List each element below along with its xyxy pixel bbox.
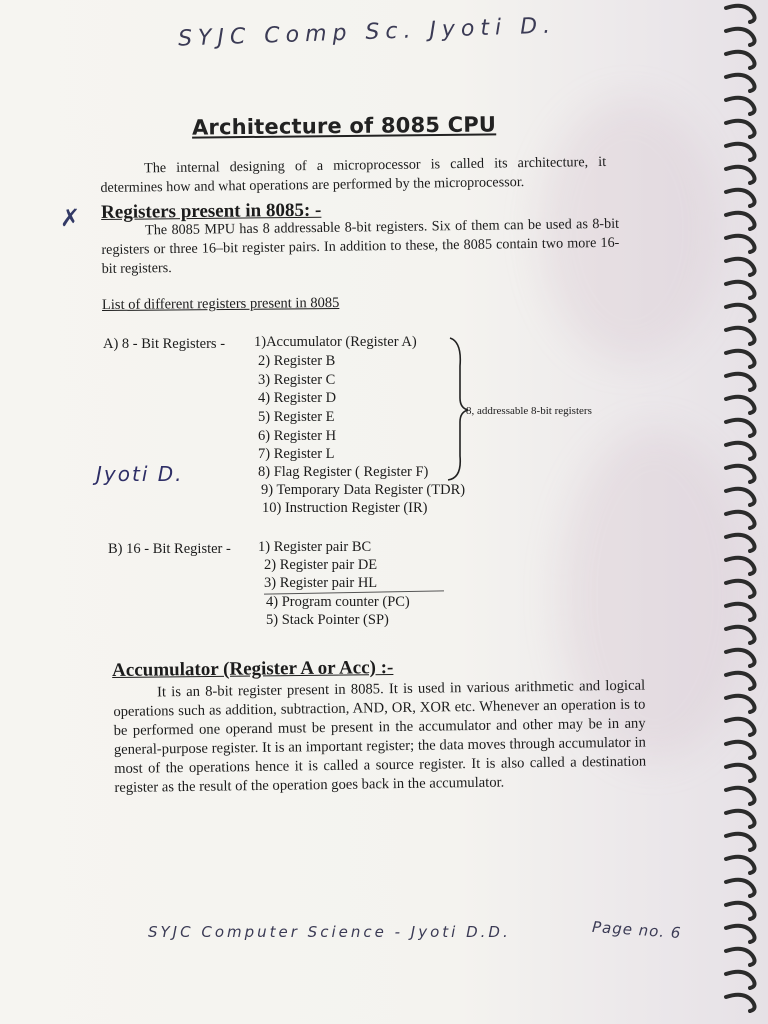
spiral-coil [726,558,755,574]
register-item: 1)Accumulator (Register A) [254,334,417,350]
accumulator-paragraph: It is an 8-bit register present in 8085. It is used in various arithmetic and logical operations such as addition, subtraction, AND, OR, XOR etc. Whenever an operation is to be performed one operand must be present in the accumulator and other may be in any general-purpose register. It is an important register; the data moves through accumulator in most of the operations hence it is called a source register. It is also called a destination register as the result of the operation goes back in the accumulator. [113,677,647,796]
registers-list-title: List of different registers present in 8085 [101,294,340,314]
spiral-coil [726,811,755,827]
group-b-label: B) 16 - Bit Register - [108,541,231,557]
page-title: Architecture of 8085 CPU [191,112,497,140]
spiral-coil [726,144,755,160]
registers-paragraph: The 8085 MPU has 8 addressable 8-bit registers. Six of them can be used as 8-bit registers or three 16–bit register pairs. In addition to these, the 8085 contain two more 16-bit registers. [101,215,620,277]
register-item: 8) Flag Register ( Register F) [258,464,429,480]
accumulator-heading: Accumulator (Register A or Acc) :- [112,657,394,681]
footer-handwritten-note: SYJC Computer Science - Jyoti D.D. [148,923,511,941]
spiral-coil [726,52,755,68]
spiral-coil [726,696,755,712]
spiral-coil [726,512,755,528]
spiral-coil [726,489,755,505]
register-item: 3) Register pair HL [264,575,378,591]
spiral-coil [726,995,755,1011]
spiral-coil [726,834,755,850]
spiral-coil [726,673,755,689]
spiral-coil [726,443,755,459]
intro-paragraph: The internal designing of a microprocessor is called its architecture, it determines how and what operations are performed by the microprocessor. [100,153,607,196]
register-item: 10) Instruction Register (IR) [262,500,428,516]
spiral-coil [726,765,755,781]
spiral-coil [726,282,755,298]
register-item: 5) Stack Pointer (SP) [266,612,389,628]
register-item: 2) Register pair DE [264,557,378,573]
spiral-coil [726,351,755,367]
spiral-coil [726,98,755,114]
star-marker-icon: ✗ [60,204,81,232]
spiral-coil [726,190,755,206]
header-handwritten-note: SYJC Comp Sc. Jyoti D. [177,13,557,52]
spiral-coil [726,305,755,321]
spiral-coil [726,6,755,22]
register-item: 4) Register D [258,390,337,406]
spiral-coil [726,167,755,183]
spiral-coil [726,903,755,919]
spiral-coil [726,972,755,988]
spiral-coil [726,857,755,873]
registers-heading: Registers present in 8085: - [101,199,322,223]
spiral-coil [726,581,755,597]
register-item: 1) Register pair BC [258,539,372,555]
spiral-coil [726,742,755,758]
register-item: 5) Register E [258,409,335,425]
spiral-coil [726,213,755,229]
spiral-coil [726,29,755,45]
group-a-label: A) 8 - Bit Registers - [103,336,226,352]
register-item: 9) Temporary Data Register (TDR) [261,482,466,498]
spiral-coil [726,75,755,91]
spiral-coil [726,788,755,804]
spiral-coil [726,328,755,344]
spiral-coil [726,259,755,275]
spiral-coil [726,650,755,666]
spiral-coil [726,627,755,643]
spiral-binding [722,0,768,1024]
handwritten-signature: Jyoti D. [96,462,184,486]
spiral-coil [726,236,755,252]
spiral-coil [726,535,755,551]
register-item: 2) Register B [258,353,336,369]
spiral-coil [726,604,755,620]
register-item: 3) Register C [258,372,336,388]
brace-note: 8, addressable 8-bit registers [466,405,592,417]
register-item: 6) Register H [258,428,337,444]
spiral-coil [726,397,755,413]
spiral-coil [726,121,755,137]
spiral-coil [726,420,755,436]
spiral-coil [726,949,755,965]
spiral-coil [726,926,755,942]
spiral-coil [726,374,755,390]
spiral-coil [726,466,755,482]
page-number: Page no. 6 [591,917,683,943]
spiral-coil [726,880,755,896]
register-item: 4) Program counter (PC) [266,594,410,610]
register-item: 7) Register L [258,446,335,462]
spiral-coil [726,719,755,735]
